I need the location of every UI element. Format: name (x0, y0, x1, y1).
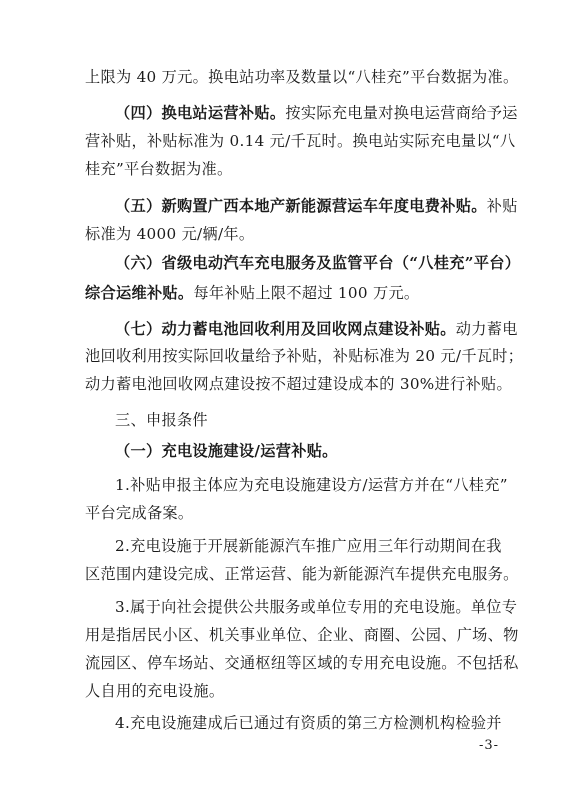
text-span: 按实际充电量对换电运营商给予运 (285, 104, 518, 122)
text-line: 桂充”平台数据为准。 (85, 160, 233, 178)
text-line: 1.补贴申报主体应为充电设施建设方/运营方并在“八桂充” (115, 476, 508, 494)
section-heading: （六）省级电动汽车充电服务及监管平台（“八桂充”平台） (115, 254, 521, 272)
section-title: 三、申报条件 (115, 411, 208, 429)
text-line (115, 103, 518, 123)
section-heading: （四）换电站运营补贴。 (115, 104, 286, 122)
text-span: 每年补贴上限不超过 100 万元。 (193, 284, 420, 302)
section-heading: 综合运维补贴。 (85, 284, 194, 302)
text-span: 补贴 (486, 197, 518, 215)
text-line: 4.充电设施建成后已通过有资质的第三方检测机构检验并 (115, 714, 502, 732)
text-line (115, 196, 518, 216)
text-line: 动力蓄电池回收网点建设按不超过建设成本的 30%进行补贴。 (85, 375, 512, 393)
text-line (85, 283, 419, 303)
text-line: 2.充电设施于开展新能源汽车推广应用三年行动期间在我 (115, 537, 502, 555)
page-number: -3- (478, 738, 499, 753)
text-line: 流园区、停车场站、交通枢纽等区域的专用充电设施。不包括私 (85, 654, 519, 672)
text-line: 区范围内建设完成、正常运营、能为新能源汽车提供充电服务。 (85, 565, 519, 583)
text-line: 上限为 40 万元。换电站功率及数量以“八桂充”平台数据为准。 (85, 68, 519, 86)
text-span: 动力蓄电 (455, 320, 518, 338)
section-heading: （一）充电设施建设/运营补贴。 (115, 442, 338, 460)
text-line: 3.属于向社会提供公共服务或单位专用的充电设施。单位专 (115, 598, 518, 616)
text-line: 营补贴，补贴标准为 0.14 元/千瓦时。换电站实际充电量以“八 (85, 132, 516, 150)
text-line: 池回收利用按实际回收量给予补贴，补贴标准为 20 元/千瓦时； (85, 347, 524, 365)
section-heading: （七）动力蓄电池回收利用及回收网点建设补贴。 (115, 320, 456, 338)
text-line: 人自用的充电设施。 (85, 682, 225, 700)
text-line: 用是指居民小区、机关事业单位、企业、商圈、公园、广场、物 (85, 626, 519, 644)
text-line (115, 319, 518, 339)
text-line: 标准为 4000 元/辆/年。 (85, 225, 255, 243)
text-line: 平台完成备案。 (85, 504, 194, 522)
section-heading: （五）新购置广西本地产新能源营运车年度电费补贴。 (115, 197, 487, 215)
